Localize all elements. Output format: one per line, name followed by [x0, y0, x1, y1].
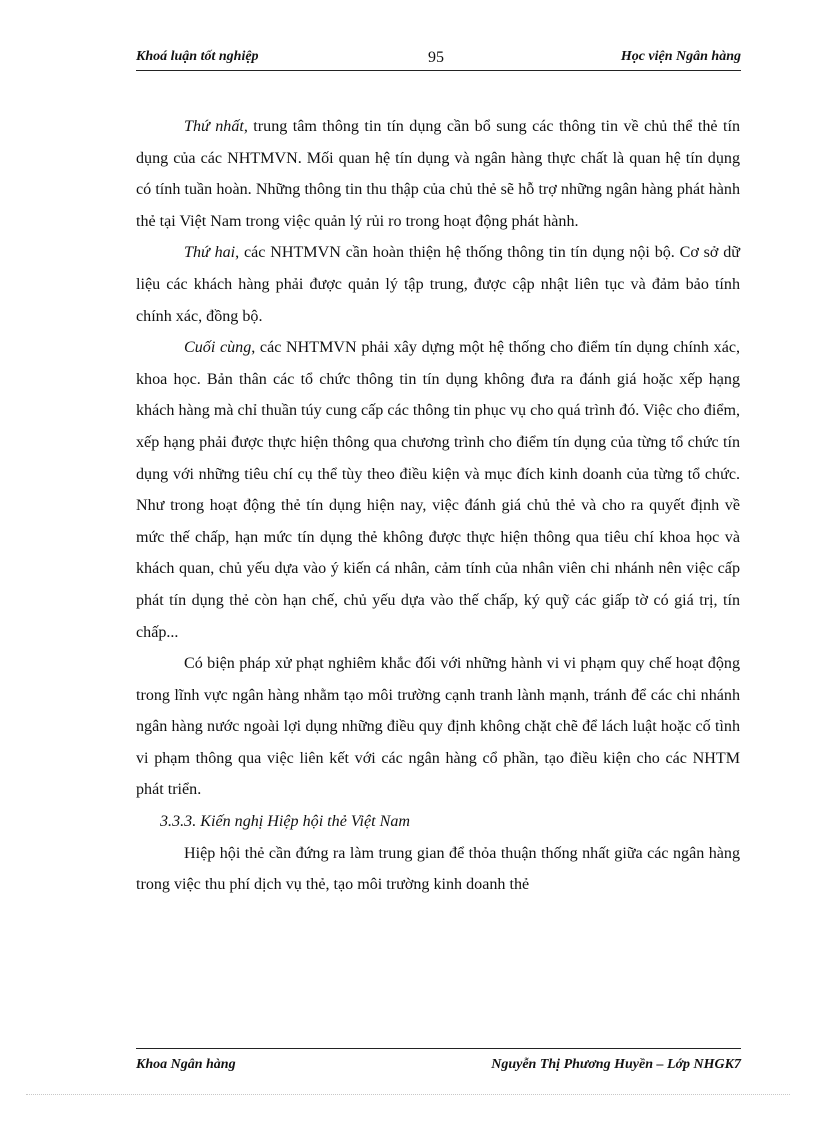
paragraph-penalties: Có biện pháp xử phạt nghiêm khắc đối với những hành vi vi phạm quy chế hoạt động trong lĩnh vực ngân hàng nhằm tạo môi trường cạnh tranh lành mạnh, tránh để các chi nhánh ngân hàng nước ngoài lợi dụng những điều quy định không chặt chẽ để lách luật hoặc cố tình vi phạm thông qua việc liên kết với các ngân hàng cổ phần, tạo điều kiện cho các NHTM phát triển.: [136, 655, 740, 799]
paragraph-second-lead: Thứ hai: [184, 244, 236, 262]
paragraph-first: [136, 111, 740, 237]
page-header: [136, 46, 741, 71]
paragraph-card-association: Hiệp hội thẻ cần đứng ra làm trung gian để thỏa thuận thống nhất giữa các ngân hàng trong việc thu phí dịch vụ thẻ, tạo môi trường kinh doanh thẻ: [136, 844, 740, 894]
paragraph-finally: [136, 332, 740, 648]
page-footer: [136, 1048, 741, 1073]
footer-author: Nguyễn Thị Phương Huyền – Lớp NHGK7: [491, 1057, 741, 1072]
footer-faculty: Khoa Ngân hàng: [136, 1057, 236, 1072]
header-thesis-label: Khoá luận tốt nghiệp: [136, 49, 259, 64]
page-number: 95: [428, 49, 444, 66]
section-heading: 3.3.3. Kiến nghị Hiệp hội thẻ Việt Nam: [160, 813, 411, 831]
paragraph-finally-text: , các NHTMVN phải xây dựng một hệ thống cho điểm tín dụng chính xác, khoa học. Bản thân các tổ chức thông tin tín dụng không đưa ra đánh giá hoặc xếp hạng khách hàng mà chỉ thuần túy cung cấp các thông tin phục vụ cho quá trình đó. Việc cho điểm, xếp hạng phải được thực hiện thông qua chương trình cho điểm tín dụng của từng tổ chức tín dụng với những tiêu chí cụ thể tùy theo điều kiện và mục đích kinh doanh của từng tổ chức. Như trong hoạt động thẻ tín dụng hiện nay, việc đánh giá chủ thẻ và cho ra quyết định về mức thế chấp, hạn mức tín dụng thẻ không được thực hiện thông qua tiêu chí khoa học và khách quan, chủ yếu dựa vào ý kiến cá nhân, cảm tính của nhân viên chi nhánh nên việc cấp phát tín dụng thẻ còn hạn chế, chủ yếu dựa vào thế chấp, ký quỹ các giấp tờ có giá trị, tín chấp...: [136, 339, 741, 641]
paragraph-second: [136, 237, 740, 332]
page-edge-divider: [26, 1094, 790, 1095]
paragraph-finally-lead: Cuối cùng: [184, 339, 252, 357]
document-body: [136, 111, 740, 901]
paragraph-first-lead: Thứ nhất: [184, 118, 244, 135]
paragraph-second-text: , các NHTMVN cần hoàn thiện hệ thống thông tin tín dụng nội bộ. Cơ sở dữ liệu các khách hàng phải được quản lý tập trung, được cập nhật liên tục và đảm bảo tính chính xác, đồng bộ.: [136, 244, 740, 325]
paragraph-first-text: , trung tâm thông tin tín dụng cần bổ sung các thông tin về chủ thể thẻ tín dụng của các NHTMVN. Mối quan hệ tín dụng và ngân hàng thực chất là quan hệ tín dụng có tính tuần hoàn. Những thông tin thu thập của chủ thẻ sẽ hỗ trợ những ngân hàng phát hành thẻ tại Việt Nam trong việc quản lý rủi ro trong hoạt động phát hành.: [136, 118, 741, 230]
header-institution: Học viện Ngân hàng: [620, 49, 741, 64]
